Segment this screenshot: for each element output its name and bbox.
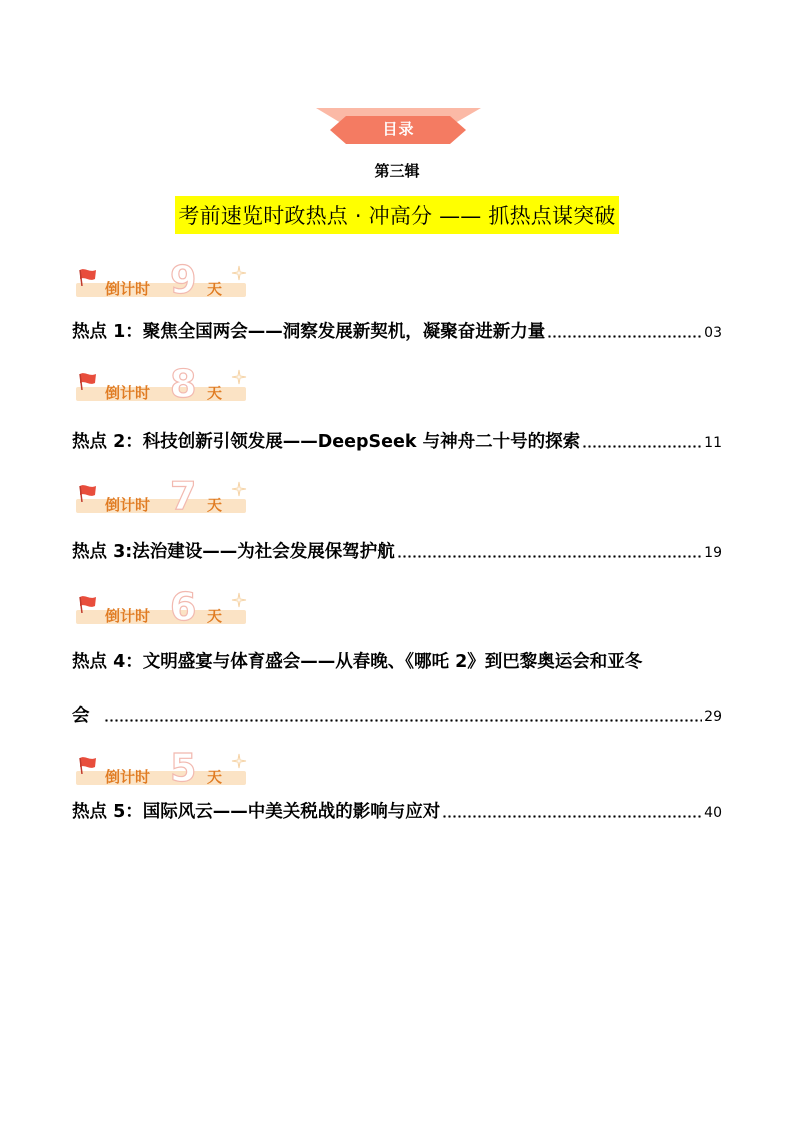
tag-suffix: 天 bbox=[207, 384, 223, 402]
countdown-number: 7 bbox=[170, 474, 197, 518]
toc-page-number: 03 bbox=[704, 325, 722, 341]
countdown-number: 8 bbox=[170, 362, 197, 406]
headline: 考前速览时政热点 · 冲高分 —— 抓热点谋突破 bbox=[175, 196, 618, 234]
toc-page-number: 19 bbox=[704, 545, 722, 561]
countdown-tag-7 bbox=[76, 474, 256, 518]
flag-icon bbox=[78, 756, 98, 774]
countdown-tag-8 bbox=[76, 362, 256, 406]
sparkle-icon bbox=[230, 480, 248, 498]
sparkle-icon bbox=[230, 591, 248, 609]
toc-banner bbox=[316, 108, 481, 144]
toc-entry-title: 热点 3:法治建设——为社会发展保驾护航 bbox=[72, 542, 395, 562]
toc-entry-title: 热点 1：聚焦全国两会——洞察发展新契机，凝聚奋进新力量 bbox=[72, 322, 546, 342]
dot-leader bbox=[547, 335, 702, 338]
dot-leader bbox=[104, 719, 703, 722]
tag-prefix: 倒计时 bbox=[105, 768, 151, 786]
toc-entry-4-line1[interactable]: 热点 4：文明盛宴与体育盛会——从春晚、《哪吒 2》到巴黎奥运会和亚冬 bbox=[72, 652, 643, 672]
dot-leader bbox=[442, 815, 702, 818]
countdown-tag-6 bbox=[76, 585, 256, 629]
banner-label: 目录 bbox=[382, 120, 415, 138]
dot-leader bbox=[582, 445, 702, 448]
tag-suffix: 天 bbox=[207, 607, 223, 625]
toc-page-number: 11 bbox=[704, 435, 722, 451]
toc-entry-5[interactable] bbox=[72, 798, 722, 824]
headline-wrap bbox=[0, 196, 794, 234]
toc-entry-title: 热点 5：国际风云——中美关税战的影响与应对 bbox=[72, 802, 441, 822]
countdown-number: 5 bbox=[170, 746, 197, 790]
countdown-tag-5 bbox=[76, 746, 256, 790]
toc-entry-4[interactable] bbox=[72, 702, 722, 728]
toc-entry-2[interactable] bbox=[72, 428, 722, 454]
toc-entry-1[interactable] bbox=[72, 318, 722, 344]
tag-prefix: 倒计时 bbox=[105, 280, 151, 298]
toc-entry-title: 热点 2：科技创新引领发展——DeepSeek 与神舟二十号的探索 bbox=[72, 432, 581, 452]
tag-prefix: 倒计时 bbox=[105, 384, 151, 402]
sparkle-icon bbox=[230, 752, 248, 770]
flag-icon bbox=[78, 484, 98, 502]
flag-icon bbox=[78, 372, 98, 390]
countdown-tag-9 bbox=[76, 258, 256, 302]
tag-suffix: 天 bbox=[207, 768, 223, 786]
toc-page-number: 40 bbox=[704, 805, 722, 821]
toc-entry-3[interactable] bbox=[72, 538, 722, 564]
toc-page-number: 29 bbox=[704, 709, 722, 725]
dot-leader bbox=[397, 555, 702, 558]
sparkle-icon bbox=[230, 264, 248, 282]
sparkle-icon bbox=[230, 368, 248, 386]
series-label: 第三辑 bbox=[374, 162, 420, 180]
tag-prefix: 倒计时 bbox=[105, 607, 151, 625]
countdown-number: 9 bbox=[170, 258, 197, 302]
toc-entry-title-cont: 会 bbox=[72, 706, 90, 726]
countdown-number: 6 bbox=[170, 585, 197, 629]
tag-suffix: 天 bbox=[207, 496, 223, 514]
tag-prefix: 倒计时 bbox=[105, 496, 151, 514]
flag-icon bbox=[78, 595, 98, 613]
flag-icon bbox=[78, 268, 98, 286]
tag-suffix: 天 bbox=[207, 280, 223, 298]
